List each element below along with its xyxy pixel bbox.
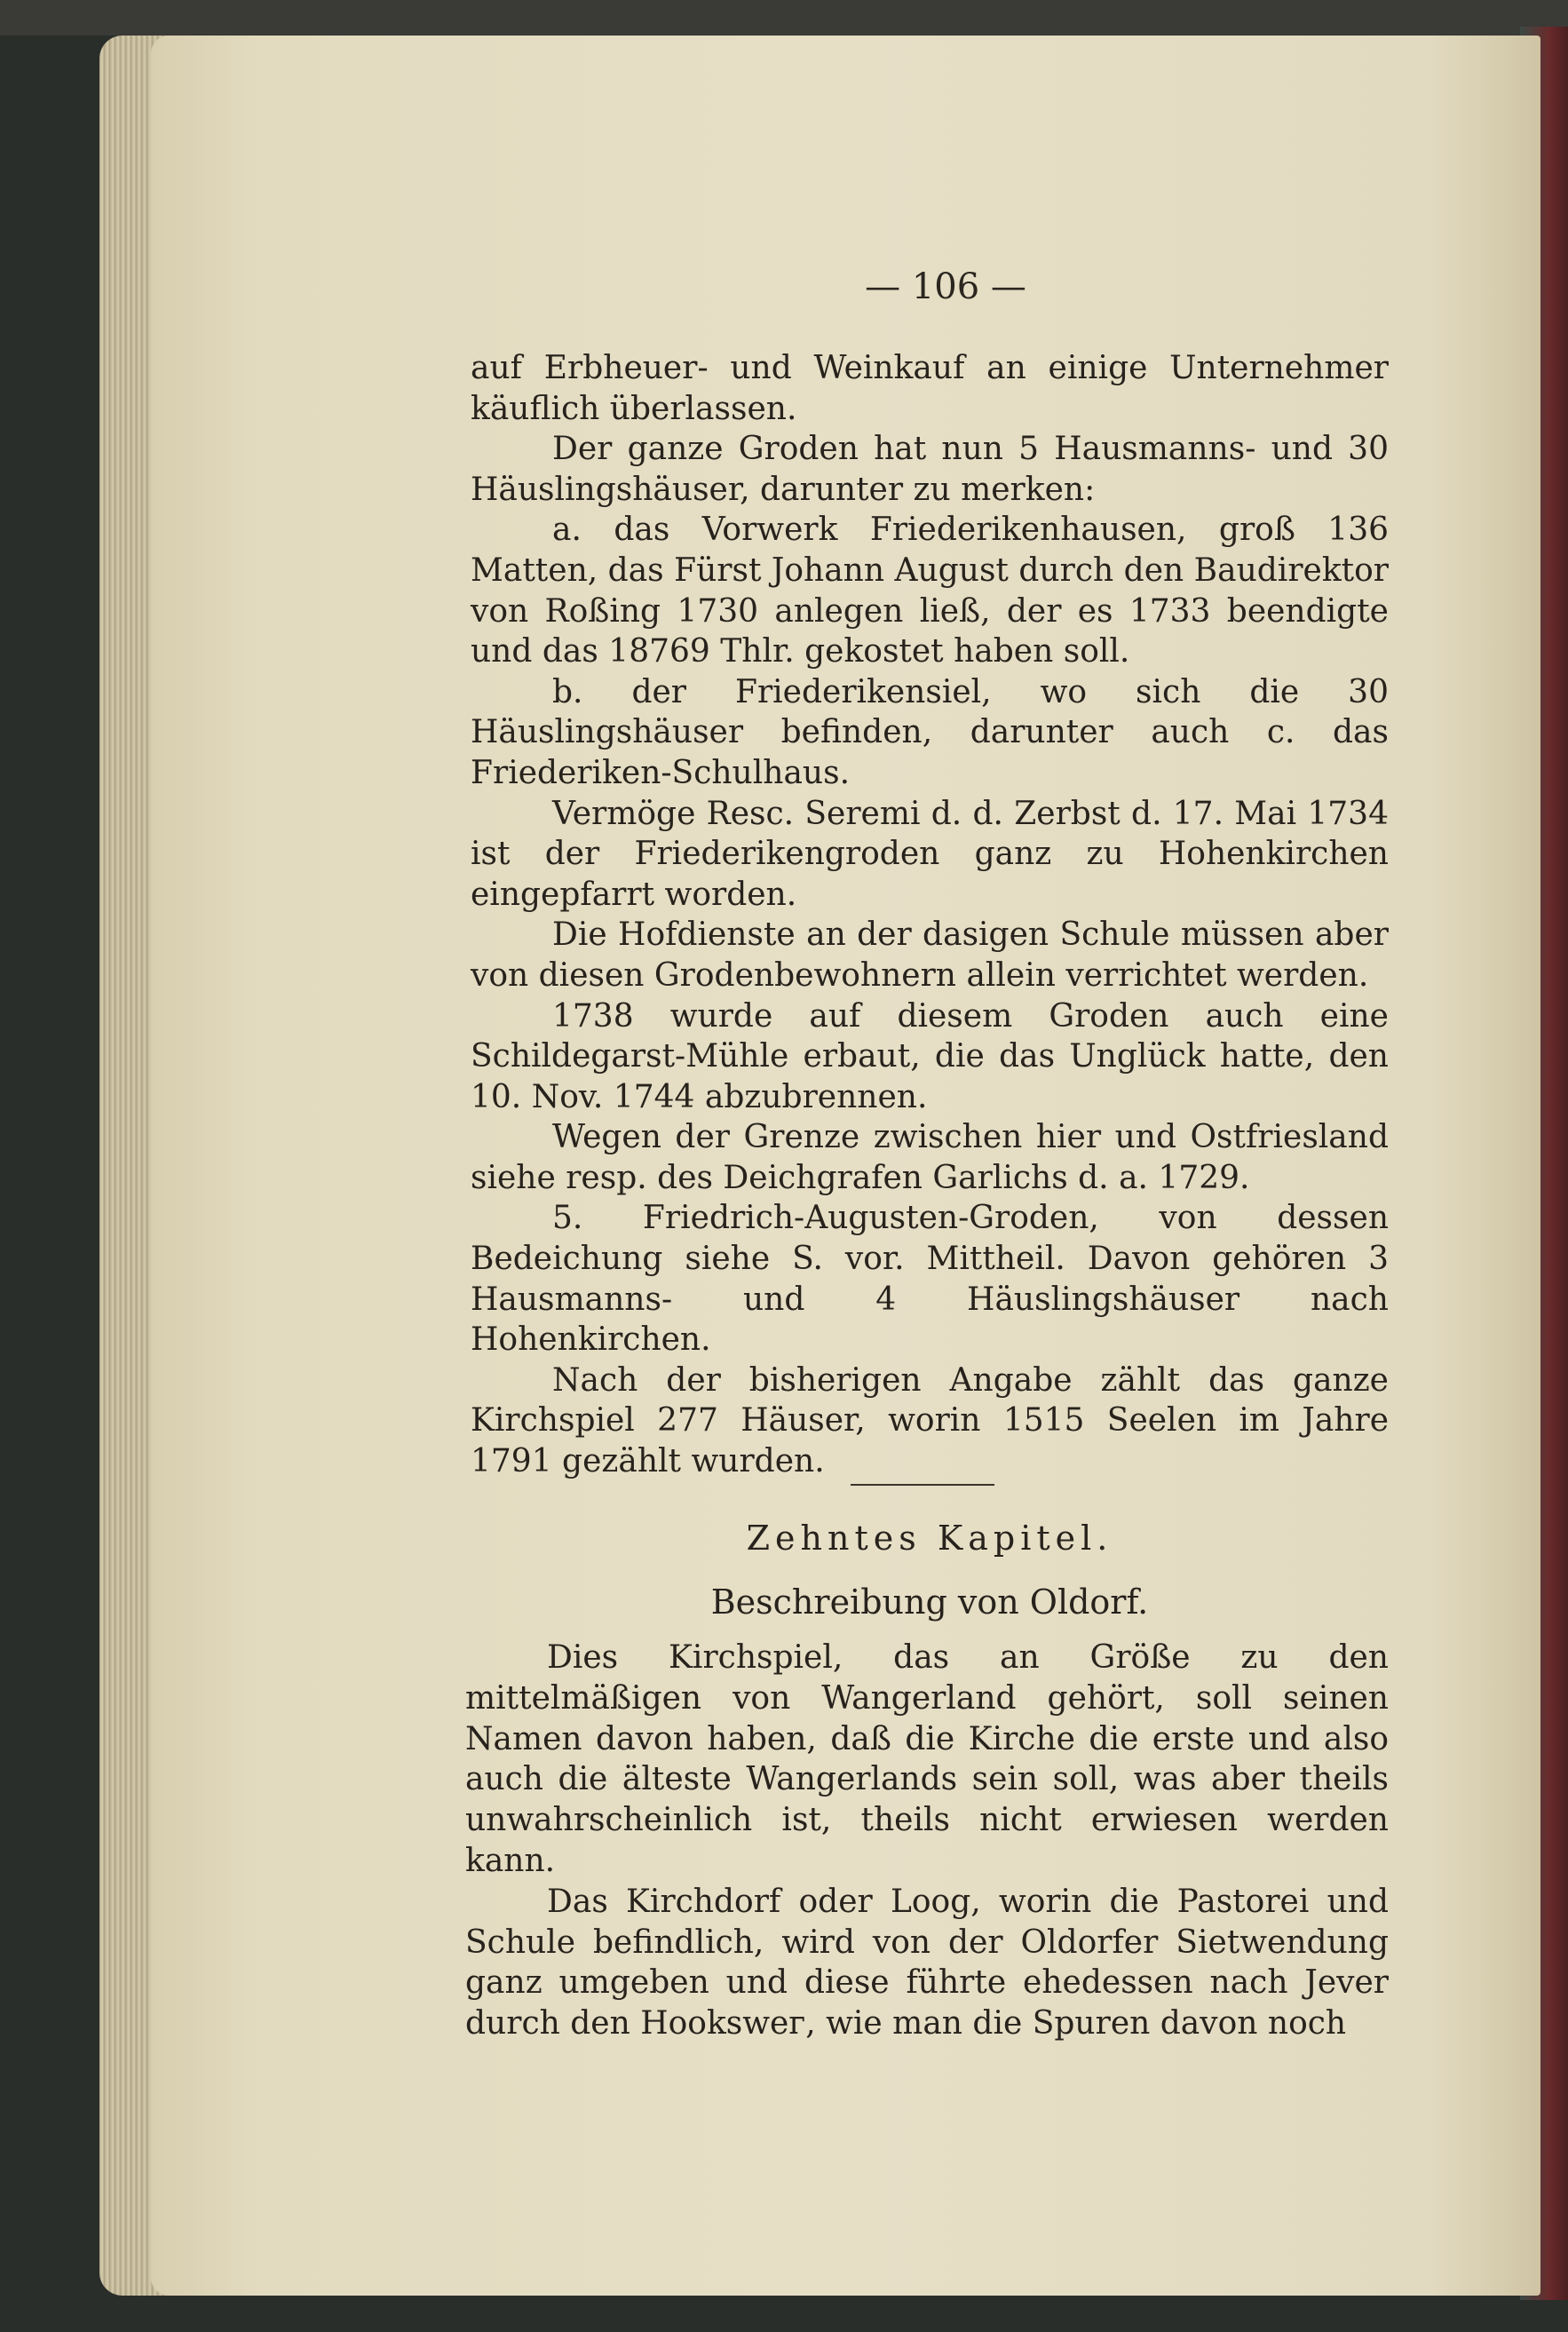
paragraph: Vermöge Resc. Seremi d. d. Zerbst d. 17. Mai 1734 ist der Friederikengroden ganz zu Hohenkirchen eingepfarrt worden. bbox=[471, 795, 1389, 913]
page-number: — 106 — bbox=[865, 266, 1026, 307]
paragraph: 1738 wurde auf diesem Groden auch eine Schildegarst-Mühle erbaut, die das Unglück hatte, den 10. Nov. 1744 abzubrennen. bbox=[471, 997, 1389, 1115]
paragraph: Wegen der Grenze zwischen hier und Ostfriesland siehe resp. des Deichgrafen Garlichs d. a. 1729. bbox=[471, 1119, 1389, 1196]
paragraph: auf Erbheuer- und Weinkauf an einige Unternehmer käuflich überlassen. bbox=[471, 350, 1389, 427]
body-text-bottom bbox=[465, 1638, 1389, 2044]
paragraph: 5. Friedrich-Augusten-Groden, von dessen Bedeichung siehe S. vor. Mittheil. Davon gehören 3 Hausmanns- und 4 Häuslingshäuser nach Hohenkirchen. bbox=[471, 1200, 1389, 1359]
chapter-title: Zehntes Kapitel. bbox=[746, 1519, 1113, 1558]
paragraph: Die Hofdienste an der dasigen Schule müssen aber von diesen Grodenbewohnern allein verrichtet werden. bbox=[471, 916, 1389, 994]
paragraph: Dies Kirchspiel, das an Größe zu den mittelmäßigen von Wangerland gehört, soll seinen Namen davon haben, daß die Kirche die erste und also auch die älteste Wangerlands sein soll, was aber theils unwahrscheinlich ist, theils nicht erwiesen werden kann. bbox=[465, 1639, 1389, 1879]
body-text-top bbox=[471, 348, 1389, 1482]
chapter-subtitle: Beschreibung von Oldorf. bbox=[710, 1582, 1149, 1622]
section-divider bbox=[851, 1484, 994, 1486]
scan-background-top bbox=[0, 0, 1568, 36]
paragraph: b. der Friederikensiel, wo sich die 30 Häuslingshäuser befinden, darunter auch c. das Friederiken-Schulhaus. bbox=[471, 673, 1389, 791]
paragraph: Der ganze Groden hat nun 5 Hausmanns- und 30 Häuslingshäuser, darunter zu merken: bbox=[471, 431, 1389, 508]
paragraph: Nach der bisherigen Angabe zählt das ganze Kirchspiel 277 Häuser, worin 1515 Seelen im Jahre 1791 gezählt wurden. bbox=[471, 1361, 1389, 1480]
paragraph: Das Kirchdorf oder Loog, worin die Pastorei und Schule befindlich, wird von der Oldorfer Sietwendung ganz umgeben und diese führte ehedessen nach Jever durch den Hookswег, wie man die Spuren davon noch bbox=[465, 1883, 1389, 2042]
paragraph: a. das Vorwerk Friederikenhausen, groß 136 Matten, das Fürst Johann August durch den Baudirektor von Roßing 1730 anlegen ließ, der es 1733 beendigte und das 18769 Thlr. gekostet haben soll. bbox=[471, 512, 1389, 670]
